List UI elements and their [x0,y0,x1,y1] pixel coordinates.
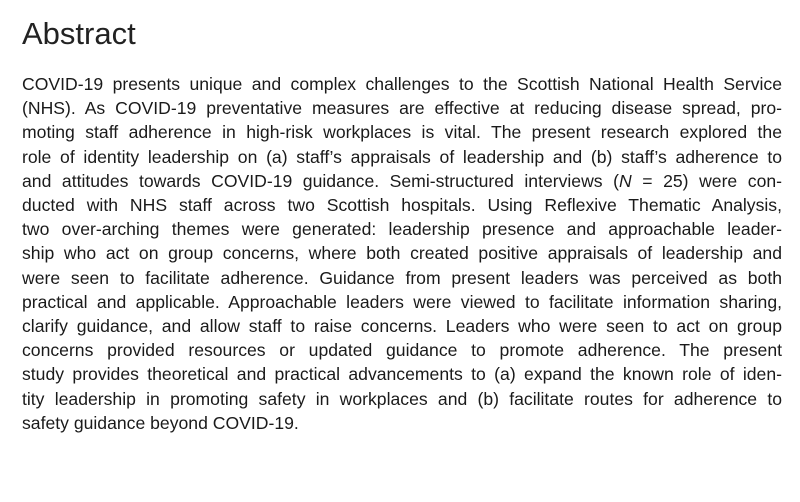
abstract-line-12: concerns provided resources or updated guidance to promote adherence. The present [22,340,782,361]
sample-size-symbol: N [619,170,632,191]
abstract-line-1: COVID-19 presents unique and complex challenges to the Scottish National Health Service [22,74,782,94]
abstract-body [22,72,782,435]
abstract-line-15: safety guidance beyond COVID-19. [22,412,299,433]
abstract-line-4: role of identity leadership on (a) staff’s appraisals of leadership and (b) staff’s adherence to [22,146,782,167]
abstract-line-9: were seen to facilitate adherence. Guidance from present leaders was perceived as both [22,267,782,288]
abstract-heading: Abstract [22,16,136,51]
abstract-line-2: (NHS). As COVID-19 preventative measures are effective at reducing disease spread, pro- [22,98,782,119]
abstract-line-5 [22,169,782,193]
abstract-section [22,12,782,435]
abstract-line-3: moting staff adherence in high-risk workplaces is vital. The present research explored the [22,122,782,143]
abstract-line-7: two over-arching themes were generated: leadership presence and approachable leader- [22,219,782,240]
abstract-line-14: tity leadership in promoting safety in workplaces and (b) facilitate routes for adherence to [22,388,782,409]
abstract-line-6: ducted with NHS staff across two Scottish hospitals. Using Reflexive Thematic Analysis, [22,195,782,216]
abstract-line-13: study provides theoretical and practical advancements to (a) expand the known role of iden- [22,364,782,385]
sample-size-value: = 25) were con- [631,170,782,191]
abstract-line-10: practical and applicable. Approachable leaders were viewed to facilitate information sharing, [22,291,782,312]
abstract-line-11: clarify guidance, and allow staff to raise concerns. Leaders who were seen to act on group [22,316,782,337]
abstract-line-8: ship who act on group concerns, where both created positive appraisals of leadership and [22,243,782,264]
abstract-line-5-start: and attitudes towards COVID-19 guidance. Semi-structured interviews ( [22,170,620,191]
